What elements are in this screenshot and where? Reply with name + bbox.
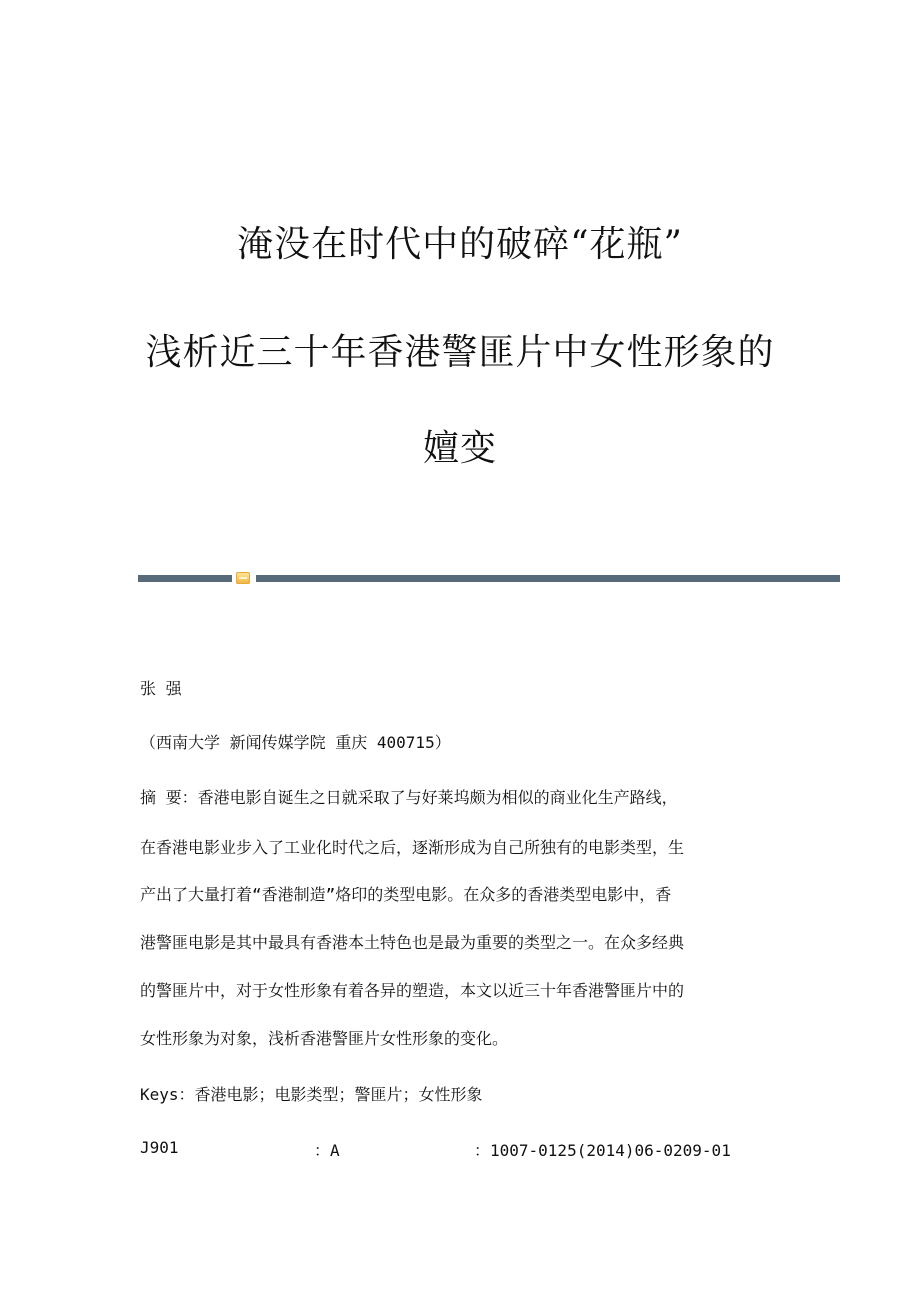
- abstract-line: 女性形象为对象，浅析香港警匪片女性形象的变化。: [140, 1029, 509, 1048]
- abstract-line: 在香港电影业步入了工业化时代之后，逐渐形成为自己所独有的电影类型，生: [140, 838, 685, 857]
- title-line-1: 淹没在时代中的破碎“花瓶”: [237, 224, 683, 265]
- divider-ornament-icon: [236, 572, 250, 584]
- divider-right-bar: [256, 575, 840, 582]
- title-line-2: 浅析近三十年香港警匪片中女性形象的: [145, 332, 775, 373]
- document-code: ：A: [314, 1141, 340, 1160]
- divider-left-bar: [138, 575, 232, 582]
- title-divider: [138, 574, 840, 584]
- author-name: 张 强: [140, 679, 182, 698]
- abstract-line: 的警匪片中，对于女性形象有着各异的塑造，本文以近三十年香港警匪片中的: [140, 981, 685, 1000]
- keywords-line: Keys：香港电影；电影类型；警匪片；女性形象: [140, 1085, 483, 1104]
- title-line-3: 嬗变: [422, 428, 497, 469]
- abstract-line: 产出了大量打着“香港制造”烙印的类型电影。在众多的香港类型电影中，香: [140, 885, 672, 904]
- author-affiliation: （西南大学 新闻传媒学院 重庆 400715）: [140, 733, 451, 752]
- article-id: ：1007-0125(2014)06-0209-01: [474, 1141, 731, 1160]
- abstract-line: 摘 要：香港电影自诞生之日就采取了与好莱坞颇为相似的商业化生产路线，: [140, 788, 678, 807]
- abstract-line: 港警匪电影是其中最具有香港本土特色也是最为重要的类型之一。在众多经典: [140, 933, 685, 952]
- clc-number: J901: [140, 1138, 179, 1157]
